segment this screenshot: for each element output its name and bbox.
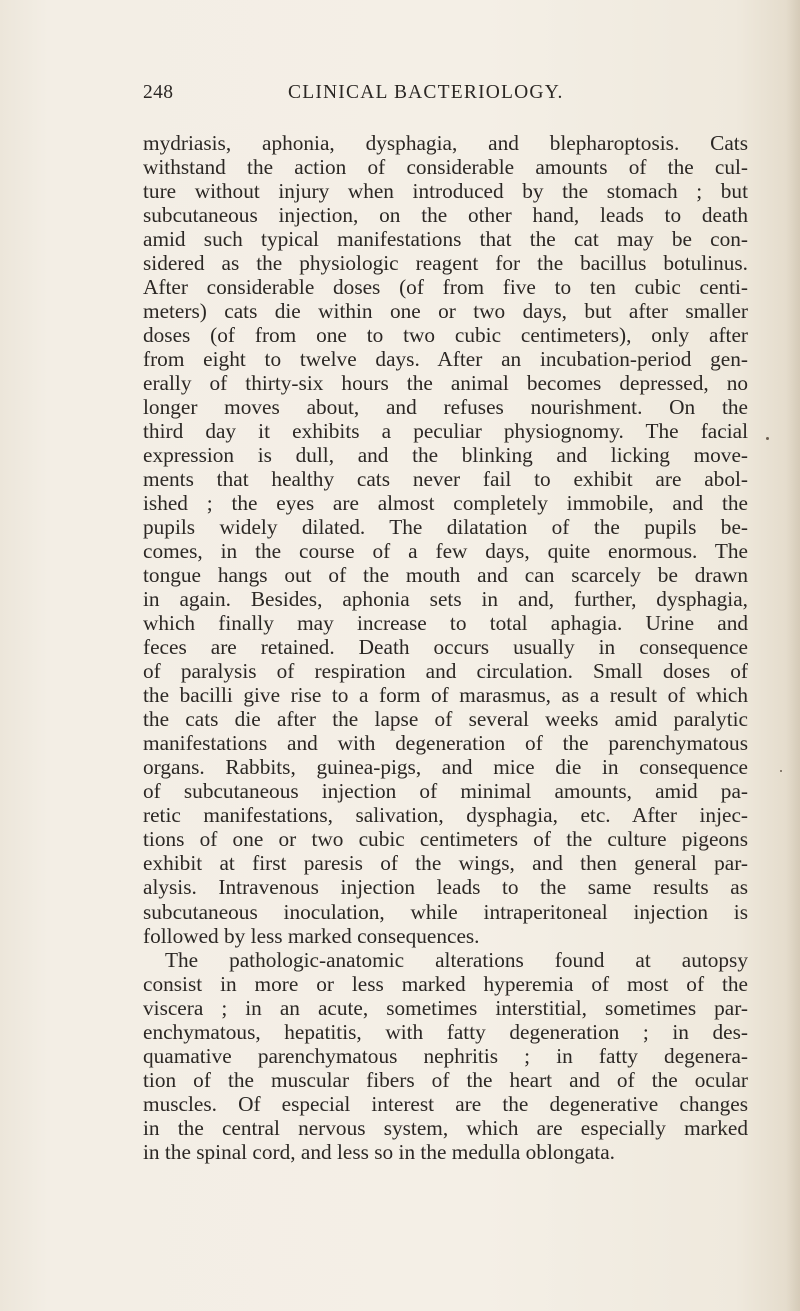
paper-speck — [766, 437, 769, 440]
text-line: the cats die after the lapse of several weeks amid paralytic — [143, 707, 748, 732]
text-line: exhibit at first paresis of the wings, and then general par- — [143, 851, 748, 876]
text-line: longer moves about, and refuses nourishment. On the — [143, 395, 748, 420]
text-line: meters) cats die within one or two days, but after smaller — [143, 299, 748, 324]
page-header — [143, 82, 583, 112]
text-line: ished ; the eyes are almost completely immobile, and the — [143, 491, 748, 516]
text-line: manifestations and with degeneration of the parenchymatous — [143, 731, 748, 756]
text-line: third day it exhibits a peculiar physiognomy. The facial — [143, 419, 748, 444]
text-line: mydriasis, aphonia, dysphagia, and blepharoptosis. Cats — [143, 131, 748, 155]
text-line: subcutaneous injection, on the other hand, leads to death — [143, 203, 748, 228]
running-head: CLINICAL BACTERIOLOGY. — [288, 82, 564, 103]
text-line: enchymatous, hepatitis, with fatty degeneration ; in des- — [143, 1019, 748, 1044]
text-line: feces are retained. Death occurs usually in consequence — [143, 635, 748, 660]
text-line: withstand the action of considerable amounts of the cul- — [143, 155, 748, 180]
text-line: the bacilli give rise to a form of marasmus, as a result of which — [143, 683, 748, 708]
text-line: erally of thirty-six hours the animal becomes depressed, no — [143, 371, 748, 396]
text-line: amid such typical manifestations that the cat may be con- — [143, 227, 748, 252]
text-line: followed by less marked consequences. — [143, 923, 480, 948]
text-line: organs. Rabbits, guinea-pigs, and mice die in consequence — [143, 755, 748, 780]
text-line: After considerable doses (of from five to ten cubic centi- — [143, 275, 748, 300]
text-line: ture without injury when introduced by the stomach ; but — [143, 179, 748, 204]
text-line: The pathologic-anatomic alterations found at autopsy — [165, 947, 748, 972]
text-line: which finally may increase to total aphagia. Urine and — [143, 611, 748, 636]
body-text — [143, 131, 748, 1164]
text-line: alysis. Intravenous injection leads to the same results as — [143, 875, 748, 900]
text-line: in again. Besides, aphonia sets in and, further, dysphagia, — [143, 587, 748, 612]
text-line: of subcutaneous injection of minimal amounts, amid pa- — [143, 779, 748, 804]
text-line: sidered as the physiologic reagent for the bacillus botulinus. — [143, 251, 748, 276]
text-line: in the spinal cord, and less so in the medulla oblongata. — [143, 1139, 615, 1164]
text-line: tion of the muscular fibers of the heart and of the ocular — [143, 1067, 748, 1092]
text-line: tions of one or two cubic centimeters of the culture pigeons — [143, 827, 748, 852]
page-edge-shadow — [786, 0, 800, 1311]
text-line: ments that healthy cats never fail to exhibit are abol- — [143, 467, 748, 492]
text-line: comes, in the course of a few days, quite enormous. The — [143, 539, 748, 564]
text-line: subcutaneous inoculation, while intraperitoneal injection is — [143, 899, 748, 924]
text-line: in the central nervous system, which are especially marked — [143, 1115, 748, 1140]
text-line: doses (of from one to two cubic centimeters), only after — [143, 323, 748, 348]
text-line: viscera ; in an acute, sometimes interstitial, sometimes par- — [143, 995, 748, 1020]
text-line: retic manifestations, salivation, dysphagia, etc. After injec- — [143, 803, 748, 828]
text-line: tongue hangs out of the mouth and can scarcely be drawn — [143, 563, 748, 588]
text-line: expression is dull, and the blinking and licking move- — [143, 443, 748, 468]
paper-speck — [780, 770, 782, 772]
text-line: quamative parenchymatous nephritis ; in fatty degenera- — [143, 1043, 748, 1068]
text-line: of paralysis of respiration and circulation. Small doses of — [143, 659, 748, 684]
text-line: from eight to twelve days. After an incubation-period gen- — [143, 347, 748, 372]
text-line: muscles. Of especial interest are the degenerative changes — [143, 1091, 748, 1116]
text-line: pupils widely dilated. The dilatation of the pupils be- — [143, 515, 748, 540]
page-number: 248 — [143, 82, 174, 103]
text-line: consist in more or less marked hyperemia of most of the — [143, 971, 748, 996]
